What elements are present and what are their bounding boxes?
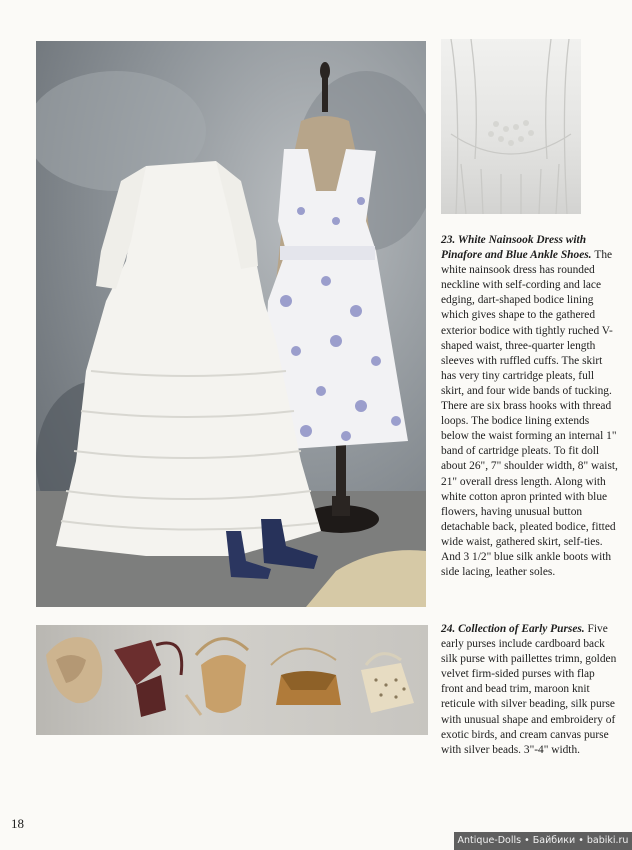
photo-dress-and-pinafore [36, 41, 426, 607]
caption-body: Five early purses include cardboard back silk purse with paillettes trimn, golden velvet firm-sided purses with flap front and bead trim, maroon knit reticule with silver beading, silk purse with unusual shape and embroidery of exotic birds, and cream canvas purse with silver beads. 3"-4" width. [441, 623, 617, 756]
caption-23 [441, 233, 619, 580]
photo-bodice-detail [441, 39, 581, 214]
photo-purses [36, 625, 428, 735]
watermark: Antique-Dolls • Байбики • babiki.ru [454, 832, 632, 850]
caption-title: 23. White Nainsook Dress with Pinafore and Blue Ankle Shoes. [441, 234, 595, 262]
caption-body: The white nainsook dress has rounded neckline with self-cording and lace edging, dart-shaped bodice lining which gives shape to the gathered exterior bodice with tightly ruched V-shaped waist, three-quarter length sleeves with ruffled cuffs. The skirt has very tiny cartridge pleats, full skirt, and four wide bands of tucking. There are six brass hooks with thread loops. The bodice lining extends below the waist forming an internal 1" band of cartridge pleats. To fit doll about 26", 7" shoulder width, 8" waist, 21" overall dress length. Along with white cotton apron printed with blue flowers, having unusual button detachable back, pleated bodice, fitted wide waist, gathered skirt, self-ties. And 3 1/2" blue silk ankle boots with side lacing, leather soles. [441, 249, 618, 579]
page-number: 18 [11, 816, 24, 831]
caption-title: 24. Collection of Early Purses. [441, 623, 588, 635]
caption-24 [441, 622, 619, 758]
